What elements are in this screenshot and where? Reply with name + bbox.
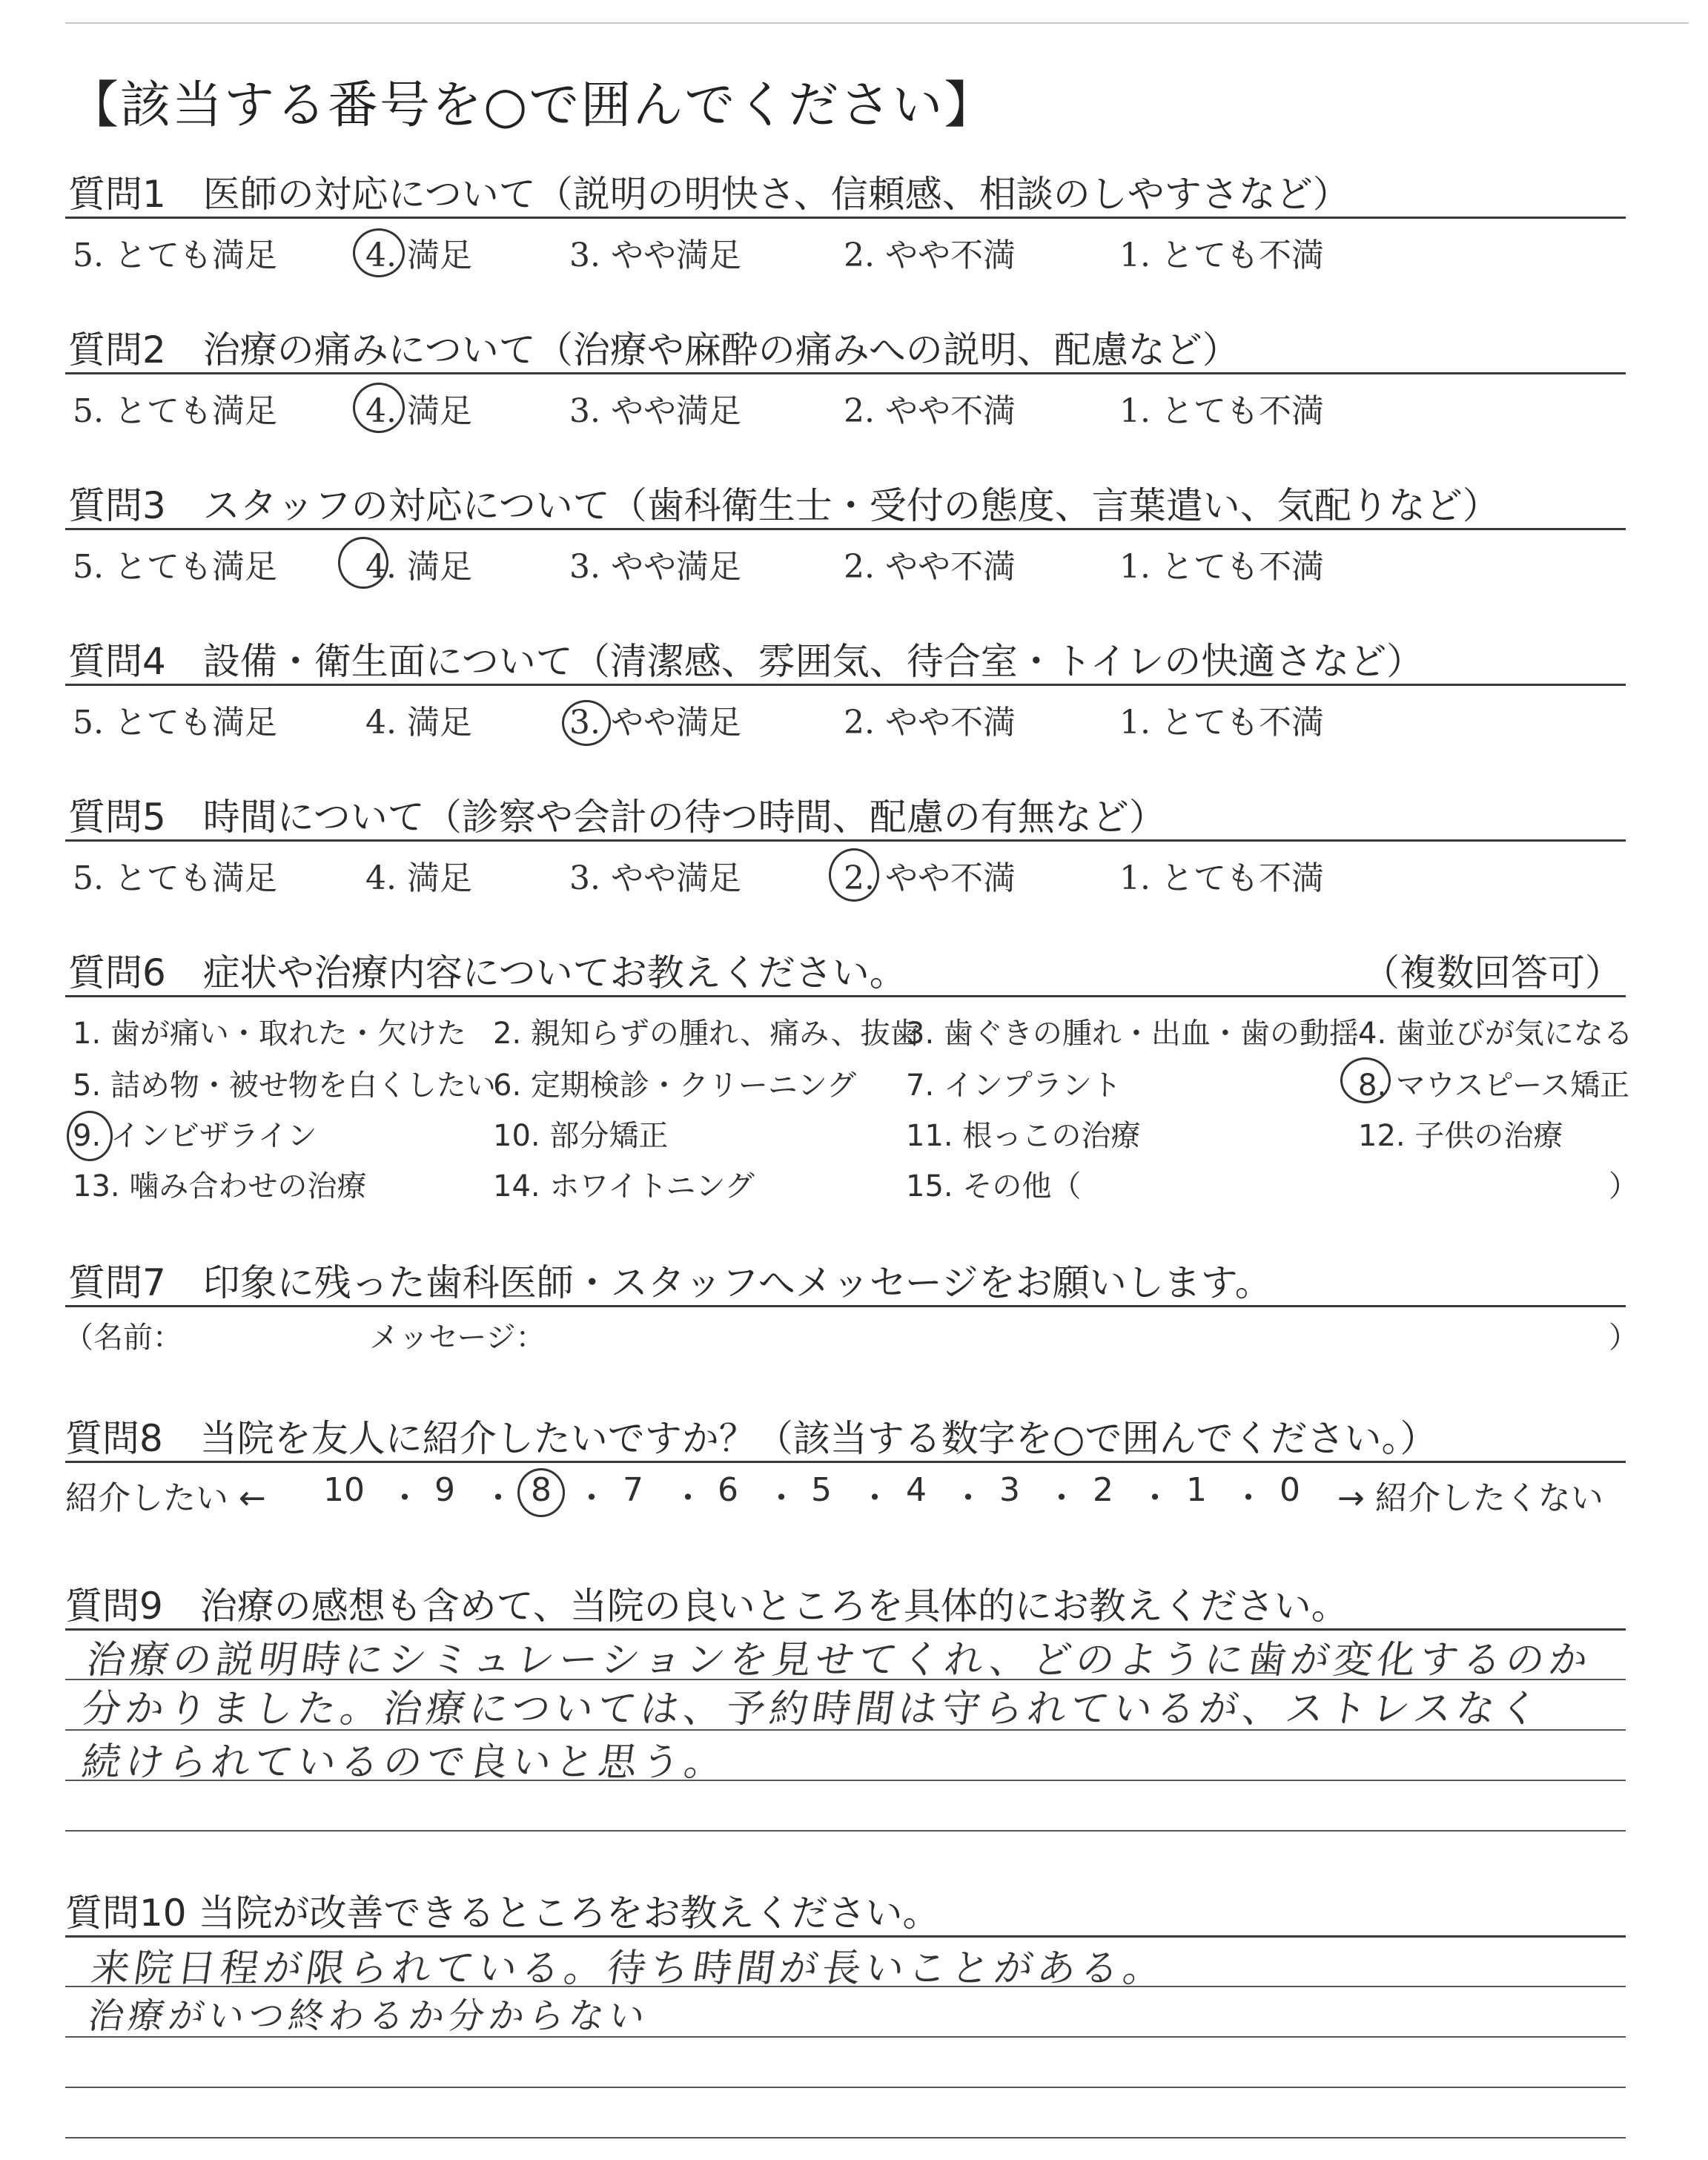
q8-scale-0[interactable]: 0: [1280, 1471, 1300, 1509]
question-7-rule: [65, 1305, 1626, 1307]
q4-option-5[interactable]: 5. とても満足: [73, 704, 277, 742]
q7-name-label: （名前：: [64, 1321, 182, 1355]
q4-option-1[interactable]: 1. とても不満: [1119, 704, 1324, 742]
q8-right-label: → 紹介したくない: [1337, 1479, 1603, 1517]
question-5-title: 質問5 時間について（診察や会計の待つ時間、配慮の有無など）: [68, 796, 1166, 839]
question-4-title: 質問4 設備・衛生面について（清潔感、雰囲気、待合室・トイレの快適さなど）: [68, 640, 1424, 683]
q6-option-2[interactable]: 2. 親知らずの腫れ、痛み、抜歯: [493, 1017, 920, 1051]
q9-answer-line-2: 分かりました。治療については、予約時間は守られているが、ストレスなく: [79, 1687, 1546, 1731]
q6-option-7[interactable]: 7. インプラント: [906, 1069, 1122, 1103]
q8-separator: ・: [575, 1479, 608, 1517]
q6-option-8[interactable]: 8. マウスピース矯正: [1358, 1069, 1630, 1103]
question-7-title: 質問7 印象に残った歯科医師・スタッフへメッセージをお願いします。: [68, 1261, 1272, 1304]
q6-option-1[interactable]: 1. 歯が痛い・取れた・欠けた: [73, 1017, 466, 1051]
q2-selected-circle: [353, 383, 405, 433]
q2-option-1[interactable]: 1. とても不満: [1119, 392, 1324, 430]
q3-option-5[interactable]: 5. とても満足: [73, 548, 277, 586]
q6-option-6[interactable]: 6. 定期検診・クリーニング: [493, 1069, 857, 1103]
q6-option-9[interactable]: 9. インビザライン: [73, 1119, 317, 1153]
q9-answer-line: [65, 1830, 1626, 1832]
q10-answer-line-2: 治療がいつ終わるか分からない: [85, 1995, 652, 2037]
q8-scale-8[interactable]: 8: [531, 1471, 552, 1509]
question-2-title: 質問2 治療の痛みについて（治療や麻酔の痛みへの説明、配慮など）: [68, 328, 1239, 371]
q8-scale-4[interactable]: 4: [906, 1471, 927, 1509]
q10-answer-line: [65, 2087, 1626, 2088]
question-8-rule: [65, 1461, 1626, 1463]
q1-selected-circle: [353, 228, 405, 277]
q1-option-4[interactable]: 4. 満足: [365, 237, 472, 274]
q8-separator: ・: [1139, 1479, 1171, 1517]
q5-selected-circle: [829, 848, 879, 902]
q5-option-2[interactable]: 2. やや不満: [844, 859, 1016, 897]
q6-option-12[interactable]: 12. 子供の治療: [1358, 1119, 1563, 1153]
q3-selected-circle: [338, 537, 388, 589]
q8-scale-10[interactable]: 10: [323, 1471, 365, 1509]
q8-separator: ・: [1045, 1479, 1078, 1517]
q5-option-1[interactable]: 1. とても不満: [1119, 859, 1324, 897]
q8-separator: ・: [388, 1479, 421, 1517]
q4-option-3[interactable]: 3. やや満足: [569, 704, 741, 742]
question-3-rule: [65, 528, 1626, 530]
question-2-rule: [65, 372, 1626, 374]
q6-option-15-other[interactable]: 15. その他（: [906, 1169, 1082, 1203]
q8-left-label: 紹介したい ←: [65, 1479, 266, 1517]
q6-option-4[interactable]: 4. 歯並びが気になる: [1358, 1017, 1633, 1051]
q8-separator: ・: [765, 1479, 798, 1517]
q4-option-2[interactable]: 2. やや不満: [844, 704, 1016, 742]
q6-option-14[interactable]: 14. ホワイトニング: [493, 1169, 755, 1203]
q6-option-10[interactable]: 10. 部分矯正: [493, 1119, 669, 1153]
q10-answer-line-1: 来院日程が限られている。待ち時間が長いことがある。: [88, 1946, 1170, 1991]
question-10-title: 質問10 当院が改善できるところをお教えください。: [65, 1892, 940, 1935]
q2-option-4[interactable]: 4. 満足: [365, 392, 472, 430]
q2-option-3[interactable]: 3. やや満足: [569, 392, 741, 430]
question-6-title: 質問6 症状や治療内容についてお教えください。: [68, 951, 907, 994]
q5-option-5[interactable]: 5. とても満足: [73, 859, 277, 897]
q1-option-1[interactable]: 1. とても不満: [1119, 237, 1324, 274]
q8-scale-7[interactable]: 7: [623, 1471, 643, 1509]
q5-option-4[interactable]: 4. 満足: [365, 859, 472, 897]
page-top-border: [65, 22, 1689, 24]
question-6-rule: [65, 995, 1626, 997]
q6-option-8-circle: [1340, 1057, 1391, 1103]
question-6-note: （複数回答可）: [1363, 951, 1622, 994]
q2-option-5[interactable]: 5. とても満足: [73, 392, 277, 430]
q8-separator: ・: [1232, 1479, 1265, 1517]
q8-scale-1[interactable]: 1: [1186, 1471, 1207, 1509]
question-9-title: 質問9 治療の感想も含めて、当院の良いところを具体的にお教えください。: [65, 1585, 1348, 1628]
question-8-title: 質問8 当院を友人に紹介したいですか？（該当する数字を○で囲んでください。）: [65, 1417, 1437, 1460]
q1-option-3[interactable]: 3. やや満足: [569, 237, 741, 274]
form-instruction-header: 【該当する番号を○で囲んでください】: [68, 76, 996, 135]
q6-option-3[interactable]: 3. 歯ぐきの腫れ・出血・歯の動揺: [906, 1017, 1359, 1051]
q3-option-3[interactable]: 3. やや満足: [569, 548, 741, 586]
q5-option-3[interactable]: 3. やや満足: [569, 859, 741, 897]
q3-option-2[interactable]: 2. やや不満: [844, 548, 1016, 586]
q10-answer-line: [65, 2137, 1626, 2138]
q8-separator: ・: [858, 1479, 891, 1517]
q9-answer-line-1: 治療の説明時にシミュレーションを見せてくれ、どのように歯が変化するのか: [84, 1638, 1595, 1682]
q8-separator: ・: [482, 1479, 514, 1517]
q3-option-1[interactable]: 1. とても不満: [1119, 548, 1324, 586]
question-1-title: 質問1 医師の対応について（説明の明快さ、信頼感、相談のしやすさなど）: [68, 173, 1350, 216]
q6-option-13[interactable]: 13. 噛み合わせの治療: [73, 1169, 367, 1203]
q8-scale-6[interactable]: 6: [718, 1471, 738, 1509]
q6-option-5[interactable]: 5. 詰め物・被せ物を白くしたい: [73, 1069, 496, 1103]
q4-selected-circle: [562, 700, 611, 746]
q6-other-close-paren: ）: [1609, 1169, 1638, 1203]
q8-separator: ・: [672, 1479, 704, 1517]
q7-close-paren: ）: [1609, 1321, 1638, 1355]
question-1-rule: [65, 217, 1626, 219]
q8-scale-9[interactable]: 9: [434, 1471, 455, 1509]
q8-scale-3[interactable]: 3: [999, 1471, 1020, 1509]
q8-separator: ・: [952, 1479, 984, 1517]
q1-option-5[interactable]: 5. とても満足: [73, 237, 277, 274]
question-5-rule: [65, 839, 1626, 842]
q7-message-label: メッセージ：: [369, 1321, 546, 1355]
q9-answer-line-3: 続けられているので良いと思う。: [79, 1740, 731, 1785]
q8-selected-circle: [517, 1468, 565, 1517]
question-3-title: 質問3 スタッフの対応について（歯科衛生士・受付の態度、言葉遣い、気配りなど）: [68, 484, 1500, 527]
q8-scale-2[interactable]: 2: [1093, 1471, 1113, 1509]
q6-option-11[interactable]: 11. 根っこの治療: [906, 1119, 1141, 1153]
q8-scale-5[interactable]: 5: [811, 1471, 832, 1509]
q2-option-2[interactable]: 2. やや不満: [844, 392, 1016, 430]
q6-option-9-circle: [67, 1111, 113, 1161]
q3-option-4[interactable]: 4. 満足: [365, 548, 472, 586]
q1-option-2[interactable]: 2. やや不満: [844, 237, 1016, 274]
question-4-rule: [65, 684, 1626, 686]
q4-option-4[interactable]: 4. 満足: [365, 704, 472, 742]
